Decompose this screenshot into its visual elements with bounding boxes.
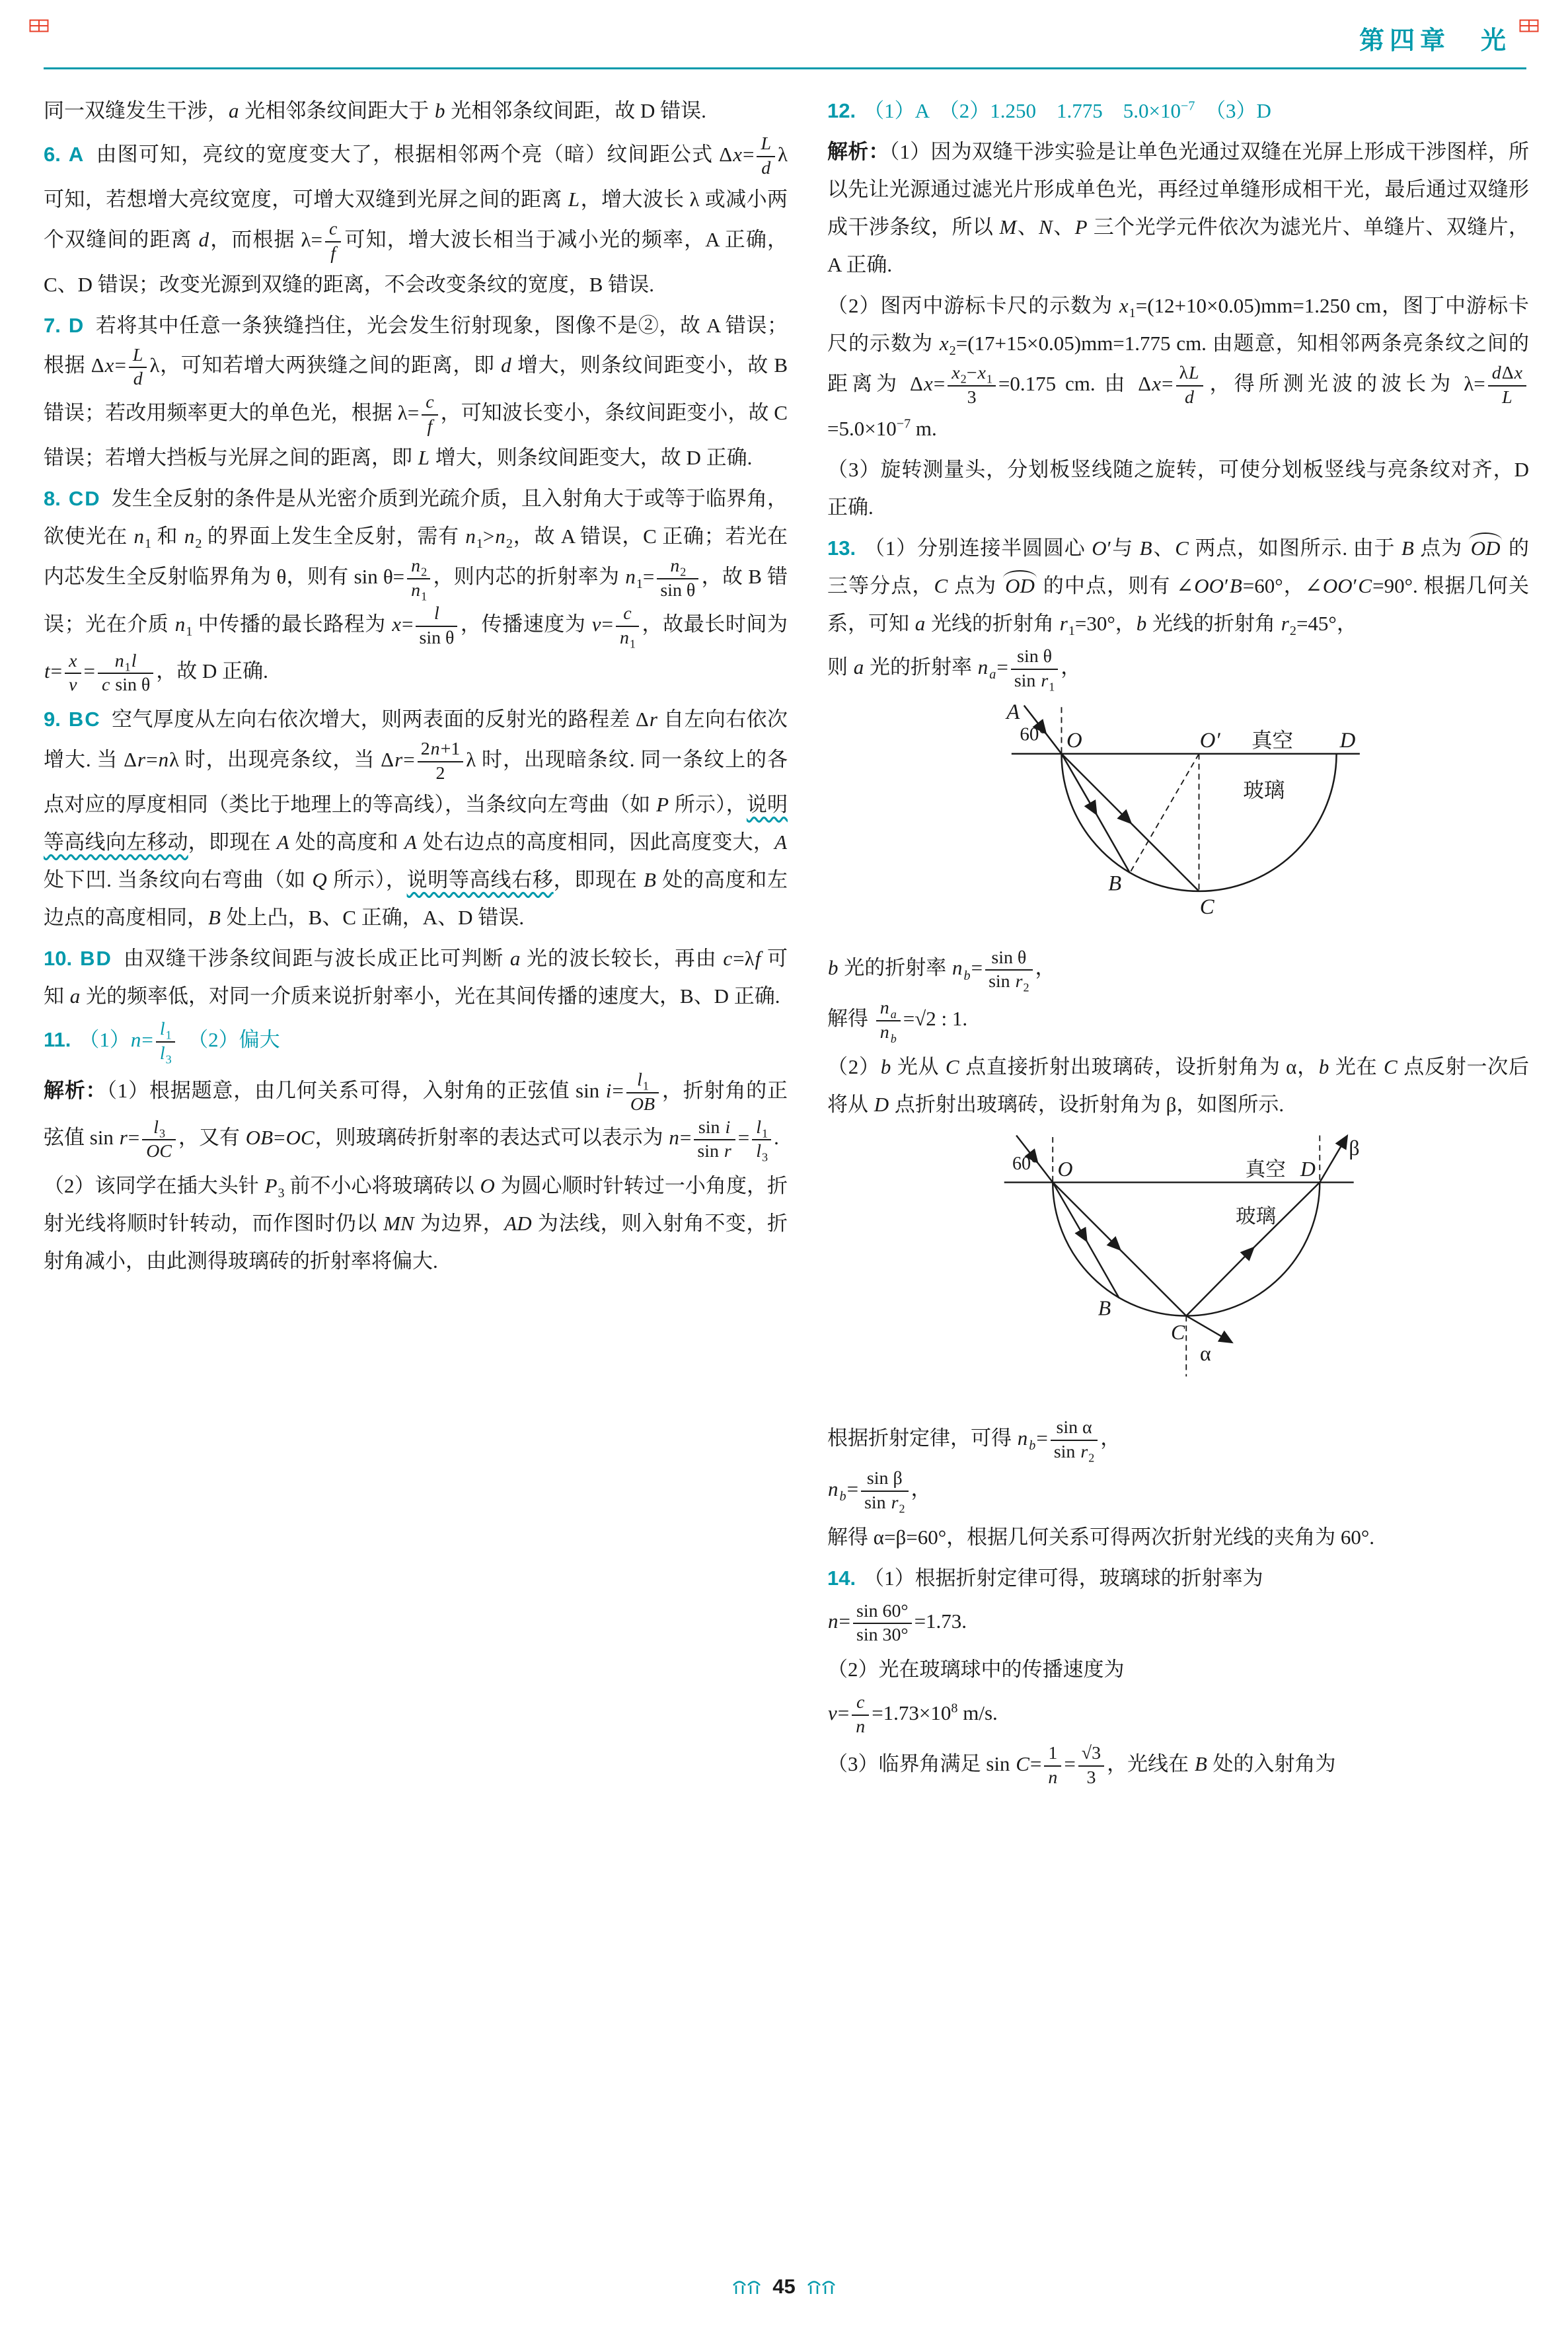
block-text: （3）旋转测量头，分划板竖线随之旋转，可使分划板竖线与亮条纹对齐，D 正确. <box>827 457 1529 519</box>
block-text: 由图可知，亮纹的宽度变大了，根据相邻两个亮（暗）纹间距公式 Δx= $\frac{L}{d}$ λ 可知，若想增大亮纹宽度，可增大双缝到光屏之间的距离 L，增大波长 λ 或减小两个双缝间的距离 d，而根据 λ= $\frac{c}{f}$ 可知，增大波长相当于减小光的频率，A 正确，C、D 错误；改变光源到双缝的距离，不会改变条纹的宽度，B 错误. <box>44 133 788 296</box>
semicircle-glass-diagram-2 <box>980 1134 1376 1393</box>
solution-paragraph <box>827 451 1529 526</box>
answer-key: CD <box>68 487 101 510</box>
block-text: （1）A （2）1.250 1.775 $5.0\times 10^{-7}$ （3）D <box>864 98 1271 122</box>
solution-paragraph <box>827 1467 1529 1515</box>
figure-semicircle-refraction-1 <box>827 704 1529 935</box>
block-text: 空气厚度从左向右依次增大，则两表面的反射光的路程差 Δr 自左向右依次增大. 当 Δr=nλ 时，出现亮条纹，当 Δr= $\frac{2n+1}{2}$ λ 时，出现暗条纹. 同一条纹上的各点对应的厚度相同（类比于地理上的等高线），当条纹向左弯曲（如 P 所示），说明等高线向左移动，即现在 A 处的高度和 A 处右边点的高度相同，因此高度变大，A 处下凹. 当条纹向右弯曲（如 Q 所示），说明等高线右移，即现在 B 处的高度和左边点的高度相同，B 处上凸，B、C 正确，A、D 错误. <box>44 708 788 929</box>
page-footer <box>0 2268 1568 2305</box>
label-D: D <box>1300 1157 1316 1181</box>
solution-paragraph <box>44 1167 788 1280</box>
label-D: D <box>1339 728 1356 753</box>
solution-paragraph <box>827 1742 1529 1790</box>
label-O-prime: O′ <box>1199 728 1220 753</box>
question-number: 6. <box>44 142 61 166</box>
right-column <box>827 89 1529 1793</box>
answer-key: D <box>68 313 85 337</box>
label-O: O <box>1057 1157 1073 1181</box>
figure-semicircle-refraction-2 <box>827 1134 1529 1405</box>
answer-item <box>44 307 788 477</box>
block-text: （2）光在玻璃球中的传播速度为 <box>827 1658 1125 1681</box>
question-number: 13. <box>827 536 856 560</box>
label-vacuum: 真空 <box>1245 1158 1286 1181</box>
solution-paragraph <box>827 1650 1529 1688</box>
registration-mark-top-right <box>1519 7 1539 44</box>
label-A: A <box>1006 703 1020 724</box>
label-alpha: α <box>1200 1341 1211 1365</box>
block-text: 解得 $\frac{n _a}{n _b}$ =√2 : 1. <box>827 998 968 1045</box>
solution-paragraph <box>827 287 1529 447</box>
label-angle-60: 60° <box>1012 1153 1039 1174</box>
footer-ornament-icon <box>731 2277 762 2296</box>
label-O: O <box>1066 728 1082 753</box>
solution-paragraph <box>827 1518 1529 1556</box>
block-text: 则 a 光的折射率 $n_a=$ $\frac{\text{sin θ}}{\sin r_1}$ ， <box>827 646 1082 694</box>
solution-paragraph <box>827 1691 1529 1739</box>
solution-paragraph <box>827 1417 1529 1464</box>
block-text: （2）图丙中游标卡尺的示数为 $x_1=(12+10\times 0.05)mm=1.250$ cm，图丁中游标卡尺的示数为 $x_2=(17+15\times 0.05)mm=1.775$ cm. 由题意，知相邻两条亮条纹之间的距离为 Δx= $\frac{x_2-x_1}{3}$ =0.175 cm. 由 Δx= $\frac{\lambda L}{d}$ ，得所测光波的波长为 λ= dΔx L $=5.0\times 10^{-7}$ m. <box>827 294 1529 440</box>
block-text: v= $\frac{c}{n}$ $=1.73\times 10^8$ m/s. <box>828 1692 998 1738</box>
registration-mark-icon <box>29 19 49 32</box>
block-text: （1）根据折射定律可得，玻璃球的折射率为 <box>864 1566 1263 1590</box>
block-text: 若将其中任意一条狭缝挡住，光会发生衍射现象，图像不是②，故 A 错误；根据 Δx= $\frac{L}{d}$ λ，可知若增大两狭缝之间的距离，即 d 增大，则条纹间距变小，故 B 错误；若改用频率更大的单色光，根据 λ= $\frac{c}{f}$ ，可知波长变小，条纹间距变小，故 C 错误；若增大挡板与光屏之间的距离，即 L 增大，则条纹间距变大，故 D 正确. <box>44 313 788 469</box>
answer-item <box>827 529 1529 642</box>
label-B: B <box>1108 871 1122 896</box>
block-text: b 光的折射率 $n_b=$ $\frac{\text{sin θ}}{\sin r_2}$ ， <box>828 947 1056 994</box>
label-beta: β <box>1349 1136 1360 1160</box>
solution-paragraph <box>827 1048 1529 1123</box>
solution-paragraph <box>827 997 1529 1045</box>
question-number: 14. <box>827 1566 856 1590</box>
answer-item <box>44 700 788 936</box>
figure-block <box>827 1134 1529 1405</box>
solution-paragraph <box>827 646 1529 693</box>
block-text: （1）n= $\frac{l_1}{l_3}$ （2）偏大 <box>79 1019 280 1066</box>
question-number: 12. <box>827 99 856 122</box>
block-text: （1）分别连接半圆圆心 O′与 B、C 两点，如图所示. 由于 B 点为 OD 的三等分点，C 点为 OD 的中点，则有 ∠OO′B=60°，∠OO′C=90°. 根据几何关系，可知 a 光线的折射角 $r_1=30^\circ$，b 光线的折射角 $r_2=45^\circ$， <box>827 536 1530 638</box>
label-C: C <box>1199 895 1214 919</box>
left-column <box>44 89 788 1283</box>
block-text: 解得 α=β=60°，根据几何关系可得两次折射光线的夹角为 60°. <box>827 1525 1375 1549</box>
block-text: 发生全反射的条件是从光密介质到光疏介质，且入射角大于或等于临界角，欲使光在 $n_1$ 和 $n_2$ 的界面上发生全反射，需有 $n_1>n_2$，故 A 错误，C 正确；若光在内芯发生全反射临界角为 θ，则有 sin θ= $\frac{n_2}{n_1}$ ，则内芯的折射率为 $n_1=$ $\frac{n_2}{\text{sin θ}}$ ，故 B 错误；光在介质 $n_1$ 中传播的最长路程为 x= $\frac{l}{\text{sin θ}}$ ，传播速度为 v= $\frac{c}{n_1}$ ，故最长时间为 t= $\frac{x}{v}$ = $\frac{n_1l}{\text{c sin θ}}$ ，故 D 正确. <box>44 487 788 696</box>
label-glass: 玻璃 <box>1235 1204 1277 1228</box>
page-number: 45 <box>772 2275 796 2298</box>
solution-paragraph <box>44 92 788 129</box>
answer-line <box>44 1018 788 1066</box>
label-angle-60: 60° <box>1020 723 1047 745</box>
answer-key: BD <box>80 947 112 970</box>
answer-item <box>827 1559 1529 1597</box>
label-vacuum: 真空 <box>1251 728 1293 752</box>
semicircle-glass-diagram-1 <box>987 704 1370 923</box>
chapter-header <box>1359 26 1511 57</box>
answer-item <box>44 480 788 697</box>
question-number: 8. <box>44 487 61 510</box>
answer-key: BC <box>68 708 101 731</box>
block-text: n= $\frac{\sin 60^\circ}{\sin 30^\circ}$ =1.73. <box>828 1600 967 1646</box>
registration-mark-icon <box>1519 19 1539 32</box>
question-number: 7. <box>44 313 61 337</box>
block-text: 由双缝干涉条纹间距与波长成正比可判断 a 光的波长较长，再由 c=λf 可知 a 光的频率低，对同一介质来说折射率小，光在其间传播的速度大，B、D 正确. <box>44 947 788 1008</box>
answer-key: A <box>68 142 85 166</box>
label-B: B <box>1098 1296 1111 1320</box>
block-text: （2）b 光从 C 点直接折射出玻璃砖，设折射角为 α，b 光在 C 点反射一次后将从 D 点折射出玻璃砖，设折射角为 β，如图所示. <box>827 1055 1530 1116</box>
block-text: $n_b=$ $\frac{\text{sin β}}{\sin r_2}$ ， <box>828 1467 932 1516</box>
label-C: C <box>1170 1321 1185 1345</box>
label-glass: 玻璃 <box>1243 778 1285 801</box>
header-rule <box>44 67 1526 69</box>
solution-paragraph <box>827 947 1529 994</box>
answer-item <box>44 133 788 303</box>
question-number: 10. <box>44 947 73 970</box>
solution-paragraph <box>827 1600 1529 1648</box>
question-number: 9. <box>44 708 61 731</box>
footer-ornament-icon <box>806 2277 837 2296</box>
registration-mark-top-left <box>29 7 49 44</box>
figure-block <box>827 704 1529 935</box>
chapter-title: 第四章 光 <box>1359 27 1511 55</box>
block-text: 根据折射定律，可得 $n_b=$ $\frac{\text{sin α}}{\sin r_2}$ ， <box>827 1417 1121 1465</box>
question-number: 11. <box>44 1027 71 1051</box>
answer-item <box>44 940 788 1015</box>
block-text: （3）临界角满足 sin C= $\frac{1}{n}$ = $\frac{√3}{3}$ ，光线在 B 处的入射角为 <box>827 1743 1336 1788</box>
answer-line <box>827 92 1529 129</box>
solution-paragraph <box>44 1069 788 1164</box>
block-text: 同一双缝发生干涉，a 光相邻条纹间距大于 b 光相邻条纹间距，故 D 错误. <box>44 99 706 122</box>
solution-paragraph <box>827 133 1529 283</box>
block-text: 解析：（1）根据题意，由几何关系可得，入射角的正弦值 sin i= $\frac{l_1}{OB}$ ，折射角的正弦值 sin r= $\frac{l_3}{OC}$ ，又有 OB=OC，则玻璃砖折射率的表达式可以表示为 n= $\frac{\text{sin i}}{\text{sin r}}$ = $\frac{l_1}{l_3}$ . <box>44 1069 788 1164</box>
block-text: （2）该同学在插大头针 $P_3$ 前不小心将玻璃砖以 O 为圆心顺时针转过一小角度，折射光线将顺时针转动，而作图时仍以 MN 为边界，AD 为法线，则入射角不变，折射角减小，由此测得玻璃砖的折射率将偏大. <box>44 1174 788 1273</box>
block-text: 解析：（1）因为双缝干涉实验是让单色光通过双缝在光屏上形成干涉图样，所以先让光源通过滤光片形成单色光，再经过单缝形成相干光，最后通过双缝形成干涉条纹，所以 M、N、P 三个光学元件依次为滤光片、单缝片、双缝片，A 正确. <box>827 140 1530 276</box>
